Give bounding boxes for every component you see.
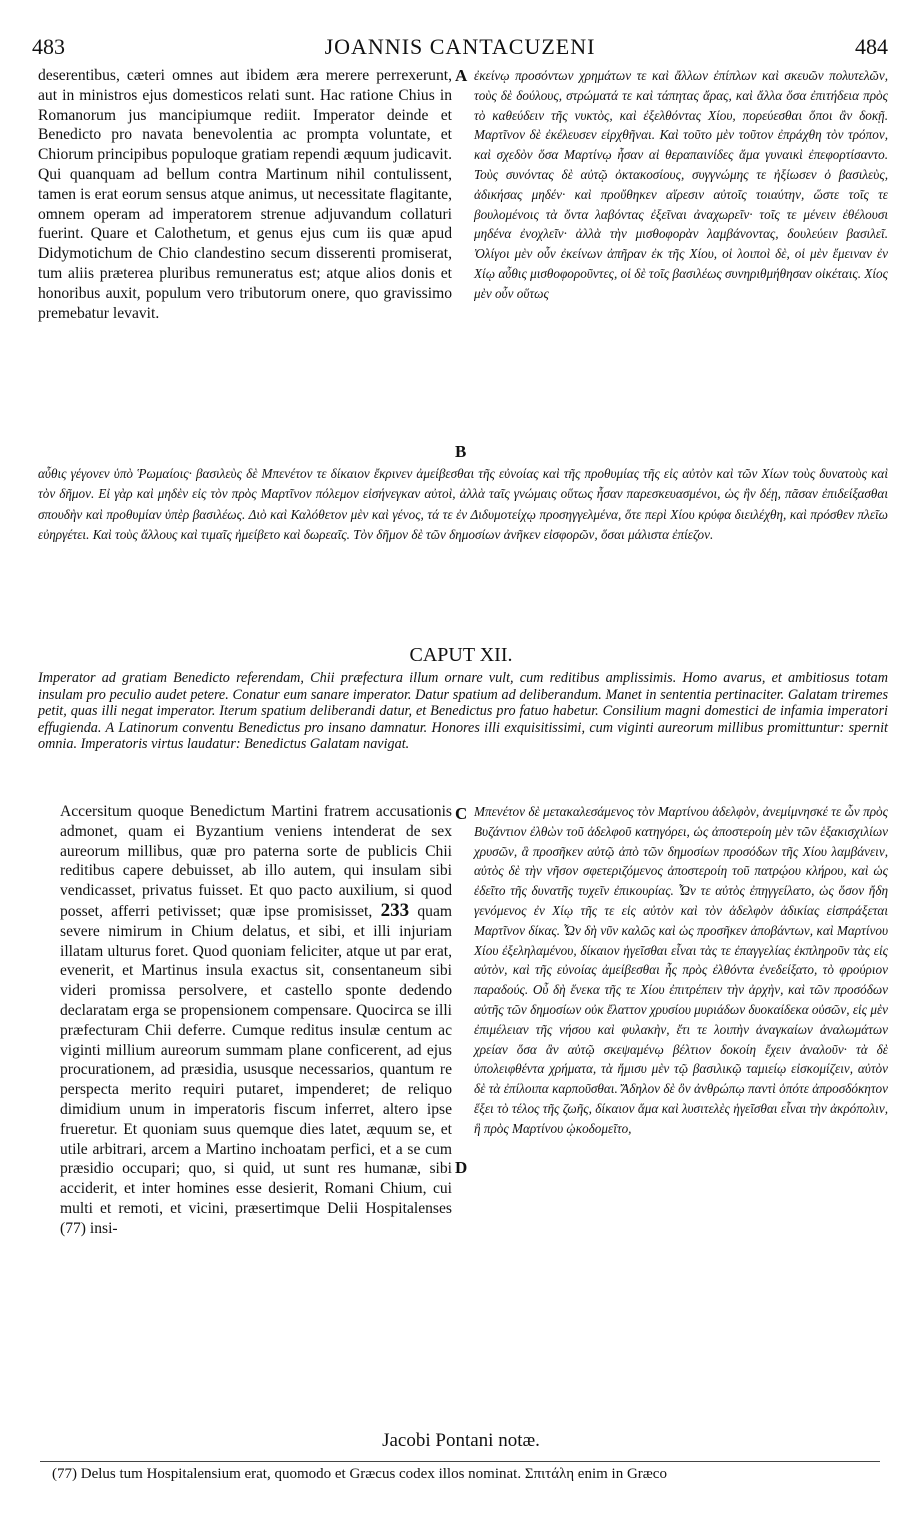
margin-marker-b: B [455, 442, 467, 461]
page-marker-number: 233 [380, 899, 410, 921]
greek-column-top: ἐκείνῳ προσόντων χρημάτων τε καὶ ἄλλων ἐπίπλων καὶ σκευῶν πολυτελῶν, τοὺς δὲ δούλους, στρώματά τε καὶ τάπητας ἄρας, καὶ ἄλλα ὅσα ἐπιτήδεια πρὸς τὸ καθεύδειν τῆς νυκτὸς, καὶ ἐξελθόντας Χίου, πορεύεσθαι ὅποι ἂν δοκῇ. Μαρτῖνον δὲ ἐκέλευσεν εἱρχθῆναι. Καὶ τοῦτο μὲν τοῦτον ἐπράχθη τὸν τρόπον, καὶ σχεδὸν ὅσα Μαρτίνῳ ἦσαν αἱ θεραπαινίδες ἅμα γυναικὶ ἐπεφορτίσαντο. Τοὺς συνόντας δὲ αὐτῷ ὀκτακοσίους, συγγνώμης τε ἠξίωσεν ὁ βασιλεὺς, ἀδικήσας μηδέν· καὶ προὔθηκεν αἵρεσιν αὐτοῖς τοιαύτην, ὥστε τοῖς τε βουλομένοις τὰ ὄντα λαβόντας ἐξεῖναι ἀναχωρεῖν· τοῖς τε μένειν ἐθέλουσι μηδένα ἐνοχλεῖν· ἀλλὰ τὴν μισθοφορὰν λαμβάνοντας, δουλεύειν βασιλεῖ. Ὀλίγοι μὲν οὖν ἐκείνων ἀπῆραν ἐκ τῆς Χίου, οἱ λοιποὶ δὲ, οἱ μὲν ἔμειναν ἐν Χίῳ αὖθις μισθοφοροῦντες, οἱ δὲ τοῖς βασιλέως συνηριθμήθησαν οἰκέταις. Χίος μὲν οὖν οὕτως [474, 68, 888, 301]
notes-heading: Jacobi Pontani notæ. [382, 1430, 540, 1451]
greek-fullwidth-paragraph: αὖθις γέγονεν ὑπὸ Ῥωμαίοις· βασιλεὺς δὲ Μπενέτον τε δίκαιον ἔκρινεν ἀμείβεσθαι τῆς εὐνοίας καὶ τῆς προθυμίας τῆς εἰς αὐτὸν καὶ τῶν Χίων τοὺς δυνατοὺς καὶ τὸν δῆμον. Εἰ γὰρ καὶ μηδὲν εἰς τὸν πρὸς Μαρτῖνον πόλεμον εἰσήνεγκαν αὐτοὶ, ἀλλὰ ταῖς γνώμαις οὕτως ἦσαν παρεσκευασμένοι, ὡς ἣν δέῃ, πᾶσαν ἐπιδείξασθαι σπουδὴν καὶ προθυμίαν ὑπὲρ βασιλέως. Διὸ καὶ Καλόθετον μὲν καὶ γένος, τά τε ἐν Διδυμοτείχῳ προσηγγελμένα, ὅτε περὶ Χίου κρύφα διειλέχθη, καὶ πρόσθεν πλεῖω εὐηργέτει. Καὶ τοὺς ἄλλους καὶ τιμαῖς ἠμείβετο καὶ δωρεαῖς. Τὸν δῆμον δὲ τῶν δημοσίων ἀνῆκεν εἰσφορῶν, ὅσαι μάλιστα ἐπίεζον. [38, 466, 888, 542]
page-number-left: 483 [32, 34, 65, 59]
latin-text-part-1: Accersitum quoque Benedictum Martini fratrem accusationis admonet, quam ei Byzantium veniens intenderat de sex aureorum millibus, quæ pro paterna sorte de publicis Chii reditibus capere debuisset, ab illo autem, qui insulam sibi vendicasset, privatus fuisset. Et quo pacto auxilium, si quod posset, afferri petivisset; quæ ipse promisisset, [60, 803, 452, 920]
greek-column-bottom: Μπενέτον δὲ μετακαλεσάμενος τὸν Μαρτίνου ἀδελφὸν, ἀνεμίμνησκέ τε ὧν πρὸς Βυζάντιον ἐλθὼν τοῦ ἀδελφοῦ κατηγόρει, ὡς ἀποστεροίη μὲν τῶν ἑξακισχιλίων χρυσῶν, ἃ προσῆκεν αὐτῷ ἀπὸ τῶν δημοσίων προσόδων τῆς Χίου λαμβάνειν, αὐτὸς δὲ τὴν νῆσον σφετεριζόμενος ἀποστεροίη τοῦ πατρῴου κλήρου, καὶ ὡς ἐδεῖτο τῆς δυνατῆς τυχεῖν ἐπικουρίας. Ὧν τε αὐτὸς ἐπηγγείλατο, ὡς ὅσον ἤδη γενόμενος ἐν Χίῳ τῆς τε εἰς αὐτὸν καὶ τὸν ἀδελφὸν ἀδικίας εἰσπράξεται Μαρτῖνον δίκας. Ὧν δὴ νῦν καλῶς καὶ ὡς προσῆκεν ἀποβάντων, καὶ Μαρτίνου Χίου ἐξεληλαμένου, δίκαιον ἡγεῖσθαι εἶναι τὰς τε ἐπαγγελίας ἐκπληροῦν τὰς εἰς αὐτὸν, καὶ τῆς εὐνοίας ἀμείβεσθαι ἧς πρὸς ἐλθόντα ἐνεδείξατο, τὸ φρούριον παραδούς. Οὗ δὴ ἕνεκα τῆς τε Χίου ἐπιτρέπειν τὴν ἀρχὴν, καὶ τῶν προσόδων αὐτῆς τῶν δημοσίων οὐκ ἔλαττον χρυσίου μυριάδων δυοκαίδεκα οὐσῶν, εἰς μὲν ἐπιμέλειαν τῆς νήσου καὶ φυλακὴν, ἔτι τε λοιπὴν ἀναγκαίων ἀναλωμάτων χρείαν ὅσα ἂν αὐτῷ σκεψαμένῳ βέλτιον δοκοίη ἔχειν ἀναλοῦν· τὰ δὲ ὑπολειφθέντα χρήματα, τὰ ἥμισυ μὲν τῷ βασιλικῷ ταμιείῳ εἰσκομίζειν, αὐτὸν δὲ τὰ ἐπίλοιπα καρποῦσθαι. Ἄδηλον δὲ ὂν ἀνθρώπῳ παντὶ ὁπότε ἀπροσδόκητον ἕξει τὸ τέλος τῆς ζωῆς, δίκαιον ἅμα καὶ λυσιτελὲς ἡγεῖσθαι εἶναι τὴν ἀκρόπολιν, ἣ πρὸς Μαρτίνου ᾠκοδομεῖτο, [474, 804, 888, 1136]
page-header [32, 34, 888, 62]
margin-marker-d: D [455, 1158, 468, 1177]
running-title: JOANNIS CANTACUZENI [324, 34, 596, 59]
footnote-77: (77) Delus tum Hospitalensium erat, quomodo et Græcus codex illos nominat. Σπιτάλη enim in Græco [52, 1466, 667, 1482]
margin-marker-c: C [455, 804, 468, 823]
page-number-right: 484 [855, 34, 888, 59]
notes-divider [40, 1461, 880, 1462]
latin-text-part-2: quam severe nimirum in Chium delatus, et sibi, et illi injuriam illatam ulturus foret. Quod quoniam feliciter, atque ut par erat, evenerit, et Martinus insula exactus sit, consentaneum sibi videri promissa persolvere, et castello sponte dedendo declaratam erga se propensionem compensare. Quocirca se illi præfecturam Chii deferre. Cumque reditus insulæ centum ac viginti millium aureorum summam plane conficerent, ad ejus procurationem, ad præsidia, ususque necessarios, quantum re perspecta merito requiri putaret, impenderet; de reliquo dimidium unum in imperatoris fiscum inferret, altero ipse frueretur. Et quoniam suus quemque dies latet, æquum se, et utile arbitrari, arcem a Martino inchoatam perfici, et a se cum præsidio occupari; quo, si quid, ut sunt res humanæ, sibi acciderit, et inter homines esse desierit, Romani Chium, cui multi et remoti, et vicini, præsertimque Delii Hospitalenses (77) insi- [60, 902, 453, 1237]
latin-column-bottom [60, 802, 452, 1239]
latin-column-top: deserentibus, cæteri omnes aut ibidem æra merere perrexerunt, aut in ministros ejus domesticos relati sunt. Hac ratione Chius in Romanorum jus mancipiumque rediit. Imperator deinde et Benedicto pro navata benevolentia ac prompta voluntate, et Chiorum principibus populoque gratiam rependi æquum judicavit. Qui quanquam ad bellum contra Martinum nihil contulissent, tamen is erat eorum sensus atque animus, ut necessitate flagitante, omnem operam ad imperatorem strenue adjuvandum collaturi fuerint. Quare et Calothetum, et genus ejus cum iis quæ apud Didymotichum de Chio clandestino secum disserenti promiserat, tum aliis præterea pluribus remuneratus est; atque alios donis et honoribus auxit, populum vero tributorum onere, quo gravissimo premebatur levavit. [38, 67, 452, 322]
margin-marker-a: A [455, 66, 468, 85]
chapter-title: CAPUT XII. [409, 644, 513, 666]
chapter-summary: Imperator ad gratiam Benedicto referendam, Chii præfectura illum ornare vult, cum reditibus amplissimis. Homo avarus, et ambitiosus totam insulam pro peculio audet petere. Conatur eum sanare imperator. Datur spatium ad deliberandum. Manet in sententia pertinaciter. Galatam triremes petit, quas illi negat imperator. Iterum spatium deliberandi datur, et Benedictus pro fatuo habetur. Consilium magni domestici de infamia imperatori effugienda. A Latinorum conventu Benedictus pro insano damnatur. Honores illi exquisitissimi, cum viginti aureorum millibus promittuntur: spernit omnia. Imperatoris virtus laudatur: Benedictus Galatam navigat. [38, 670, 888, 752]
